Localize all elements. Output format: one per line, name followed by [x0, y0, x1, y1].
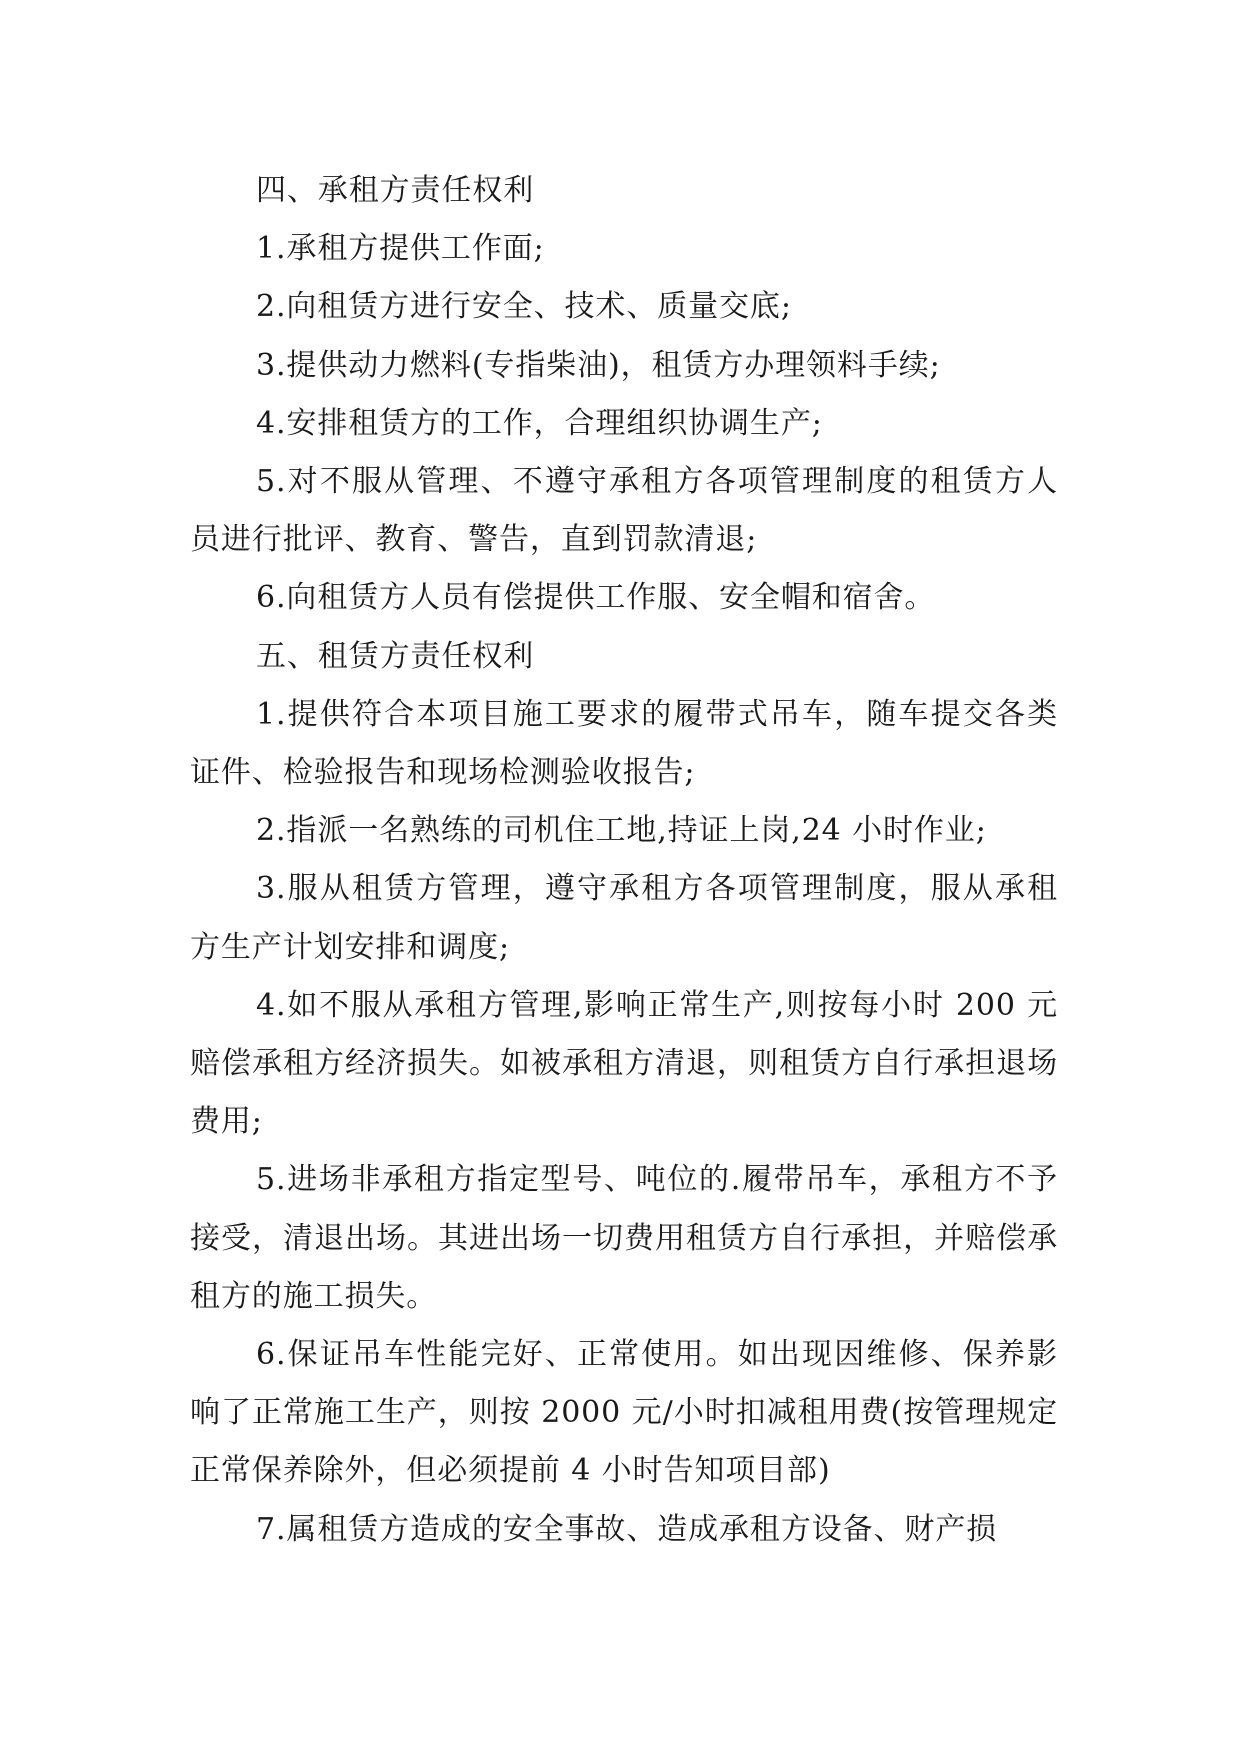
- paragraph: 5.对不服从管理、不遵守承租方各项管理制度的租赁方人员进行批评、教育、警告，直到罚款清退;: [190, 464, 1058, 558]
- paragraph: 1.提供符合本项目施工要求的履带式吊车，随车提交各类证件、检验报告和现场检测验收报告;: [190, 696, 1058, 791]
- paragraph: 5.进场非承租方指定型号、吨位的.履带吊车，承租方不予接受，清退出场。其进出场一切费用租赁方自行承担，并赔偿承租方的施工损失。: [190, 1162, 1058, 1314]
- paragraph: 3.服从租赁方管理，遵守承租方各项管理制度，服从承租方生产计划安排和调度;: [190, 871, 1058, 965]
- paragraph: 7.属租赁方造成的安全事故、造成承租方设备、财产损: [256, 1511, 998, 1547]
- section-heading-lessee-rights: 四、承租方责任权利: [256, 173, 535, 208]
- paragraph: 4.安排租赁方的工作，合理组织协调生产;: [256, 405, 823, 441]
- document-body: [190, 162, 1058, 1559]
- section-heading-lessor-rights: 五、租赁方责任权利: [256, 638, 535, 674]
- paragraph: 4.如不服从承租方管理,影响正常生产,则按每小时 200 元赔偿承租方经济损失。如被承租方清退，则租赁方自行承担退场费用;: [190, 987, 1058, 1140]
- paragraph: 6.向租赁方人员有偿提供工作服、安全帽和宿舍。: [256, 580, 936, 616]
- paragraph: 2.向租赁方进行安全、技术、质量交底;: [256, 289, 792, 325]
- paragraph: 1.承租方提供工作面;: [256, 231, 545, 267]
- paragraph: 3.提供动力燃料(专指柴油)，租赁方办理领料手续;: [256, 347, 941, 383]
- paragraph: 2.指派一名熟练的司机住工地,持证上岗,24 小时作业;: [256, 813, 987, 849]
- paragraph: 6.保证吊车性能完好、正常使用。如出现因维修、保养影响了正常施工生产，则按 2000 元/小时扣减租用费(按管理规定正常保养除外，但必须提前 4 小时告知项目部): [190, 1337, 1058, 1489]
